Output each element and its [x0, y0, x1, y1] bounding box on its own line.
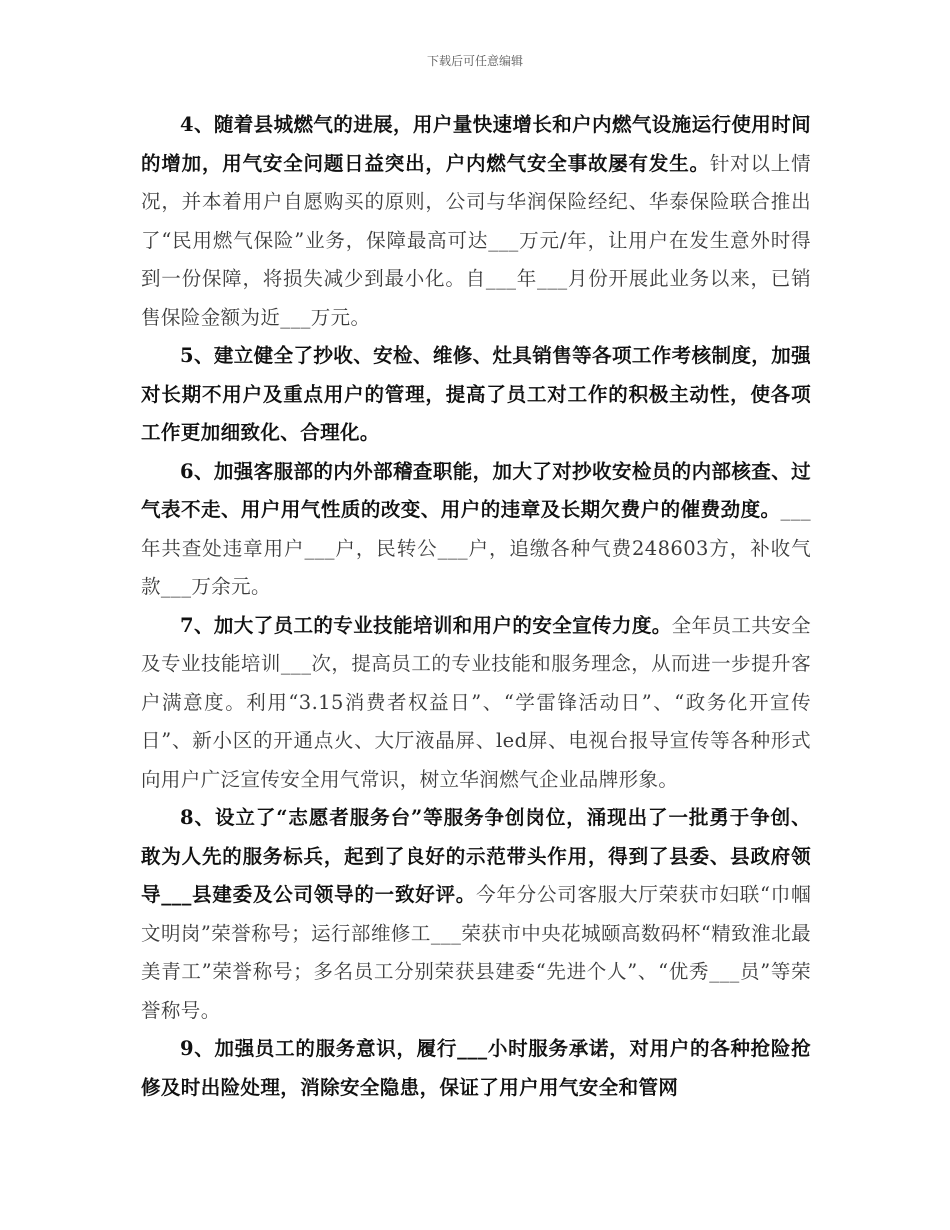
paragraph-8-bold-text: 8、设立了“志愿者服务台”等服务争创岗位，涌现出了一批勇于争创、敢为人先的服务标兵，起到了良好的示范带头作用，得到了县委、县政府领导___县建委及公司领导的一致好评。: [141, 806, 811, 906]
paragraph-8-text: 今年分公司客服大厅荣获市妇联“巾帼文明岗”荣誉称号；运行部维修工___荣获市中央花城颐高数码杯“精致淮北最美青工”荣誉称号；多名员工分别荣获县建委“先进个人”、“优秀___员”等荣誉称号。: [141, 883, 811, 1022]
paragraph-6: [141, 453, 811, 607]
page-header: 下载后可任意编辑: [426, 54, 523, 68]
paragraph-7-text: 全年员工共安全及专业技能培训___次，提高员工的专业技能和服务理念，从而进一步提升客户满意度。利用“3.15消费者权益日”、“学雷锋活动日”、“政务化开宣传日”、新小区的开通点火、大厅液晶屏、led屏、电视台报导宣传等各种形式向用户广泛宣传安全用气常识，树立华润燃气企业品牌形象。: [141, 613, 811, 791]
paragraph-4-bold-text: 4、随着县城燃气的进展，用户量快速增长和户内燃气设施运行使用时间的增加，用气安全问题日益突出，户内燃气安全事故屡有发生。: [141, 113, 811, 175]
paragraph-6-text: ___年共查处违章用户___户，民转公___户，追缴各种气费248603方，补收气款___万余元。: [141, 498, 811, 598]
paragraph-7-bold-text: 7、加大了员工的专业技能培训和用户的安全宣传力度。: [180, 613, 672, 637]
paragraph-4: [141, 106, 811, 337]
paragraph-5-bold-text: 5、建立健全了抄收、安检、维修、灶具销售等各项工作考核制度，加强对长期不用户及重点用户的管理，提高了员工对工作的积极主动性，使各项工作更加细致化、合理化。: [141, 344, 811, 444]
paragraph-6-bold-text: 6、加强客服部的内外部稽查职能，加大了对抄收安检员的内部核查、过气表不走、用户用气性质的改变、用户的违章及长期欠费户的催费劲度。: [141, 459, 811, 521]
document-body: [141, 106, 811, 1107]
paragraph-8: [141, 799, 811, 1030]
paragraph-9: [141, 1030, 811, 1107]
paragraph-7: [141, 607, 811, 800]
paragraph-9-bold-text: 9、加强员工的服务意识，履行___小时服务承诺，对用户的各种抢险抢修及时出险处理，消除安全隐患，保证了用户用气安全和管网: [141, 1037, 811, 1099]
paragraph-5: [141, 337, 811, 453]
paragraph-4-text: 针对以上情况，并本着用户自愿购买的原则，公司与华润保险经纪、华泰保险联合推出了“民用燃气保险”业务，保障最高可达___万元/年，让用户在发生意外时得到一份保障，将损失减少到最小化。自___年___月份开展此业务以来，已销售保险金额为近___万元。: [141, 151, 811, 329]
